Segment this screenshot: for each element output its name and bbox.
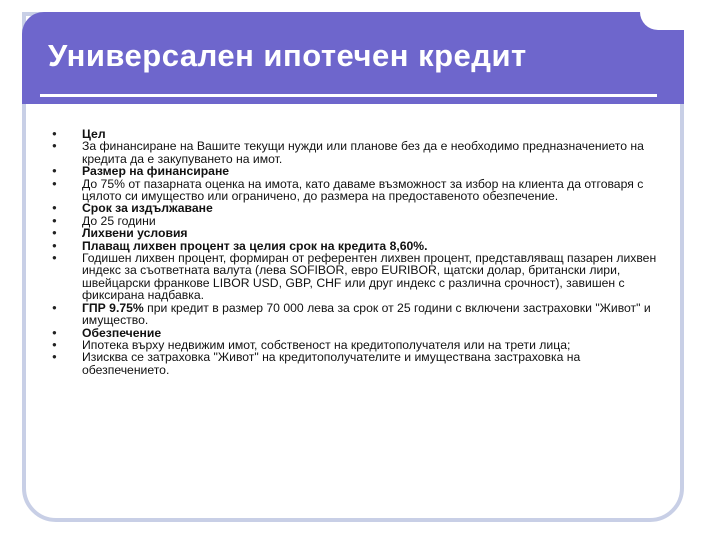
apr-detail: при кредит в размер 70 000 лева за срок от 25 години с включени застраховки "Живот" и имущество. [82, 300, 651, 328]
bullet-text: Плаващ лихвен процент за целия срок на кредита 8,60%. [82, 238, 428, 253]
bullet-text: Лихвени условия [82, 226, 188, 241]
bullet-text: Размер на финансиране [82, 164, 230, 179]
apr-label: ГПР 9.75% [82, 300, 144, 315]
bullet-dot-icon: ● [52, 339, 57, 349]
bullet-dot-icon: ● [52, 203, 57, 213]
bullet-item-apr [52, 302, 664, 327]
bullet-dot-icon: ● [52, 166, 57, 176]
bullet-dot-icon: ● [52, 129, 57, 138]
bullet-text: Годишен лихвен процент, формиран от референтен лихвен процент, представляващ пазарен лихвен индекс за съответната валута (лева SOFIBOR, евро EURIBOR, щатски долар, британски лири, швейцарски франкове LIBOR USD, GBP, CHF или друг индекс с различна срочност), завишен с фиксирана надбавка. [82, 251, 657, 303]
bullet-text: До 75% от пазарната оценка на имота, като даваме възможност за избор на клиента да отговаря с цялото си имущество или ограничено, до размера на предоставеното обезпечение. [82, 176, 644, 204]
bullet-item-goal [52, 140, 664, 165]
bullet-dot-icon: ● [52, 228, 57, 238]
bullet-item-amount-heading [52, 165, 664, 177]
bullet-text: Срок за издължаване [82, 201, 213, 216]
bullet-item-amount [52, 178, 664, 203]
bullet-item-interest-heading [52, 227, 664, 239]
bullet-text: Ипотека върху недвижим имот, собственост на кредитополучателя или на трети лица; [82, 337, 571, 352]
title-bar [22, 12, 684, 104]
slide-title: Универсален ипотечен кредит [48, 38, 527, 73]
bullet-item-annual-rate [52, 252, 664, 302]
bullet-dot-icon: ● [52, 352, 57, 362]
bullet-text [82, 302, 664, 327]
bullet-text: За финансиране на Вашите текущи нужди или планове без да е необходимо предназначението на кредита да е закупуването на имот. [82, 139, 644, 166]
bullet-dot-icon: ● [52, 240, 57, 250]
title-bar-notch [640, 12, 684, 30]
bullet-text: Изисква се затраховка "Живот" на кредитополучателите и имуществана застраховка на обезпечението. [82, 350, 581, 377]
title-underline [40, 94, 657, 97]
bullet-text: Обезпечение [82, 325, 162, 340]
bullet-dot-icon: ● [52, 215, 57, 225]
bullet-dot-icon: ● [52, 141, 57, 151]
bullet-item-insurance [52, 351, 664, 376]
bullet-text: До 25 години [82, 213, 156, 228]
bullet-dot-icon: ● [52, 253, 57, 263]
bullet-text: Цел [82, 127, 106, 141]
bullet-item-term-heading [52, 202, 664, 214]
bullet-list [52, 128, 664, 376]
bullet-dot-icon: ● [52, 327, 57, 337]
bullet-dot-icon: ● [52, 178, 57, 188]
bullet-dot-icon: ● [52, 302, 57, 312]
